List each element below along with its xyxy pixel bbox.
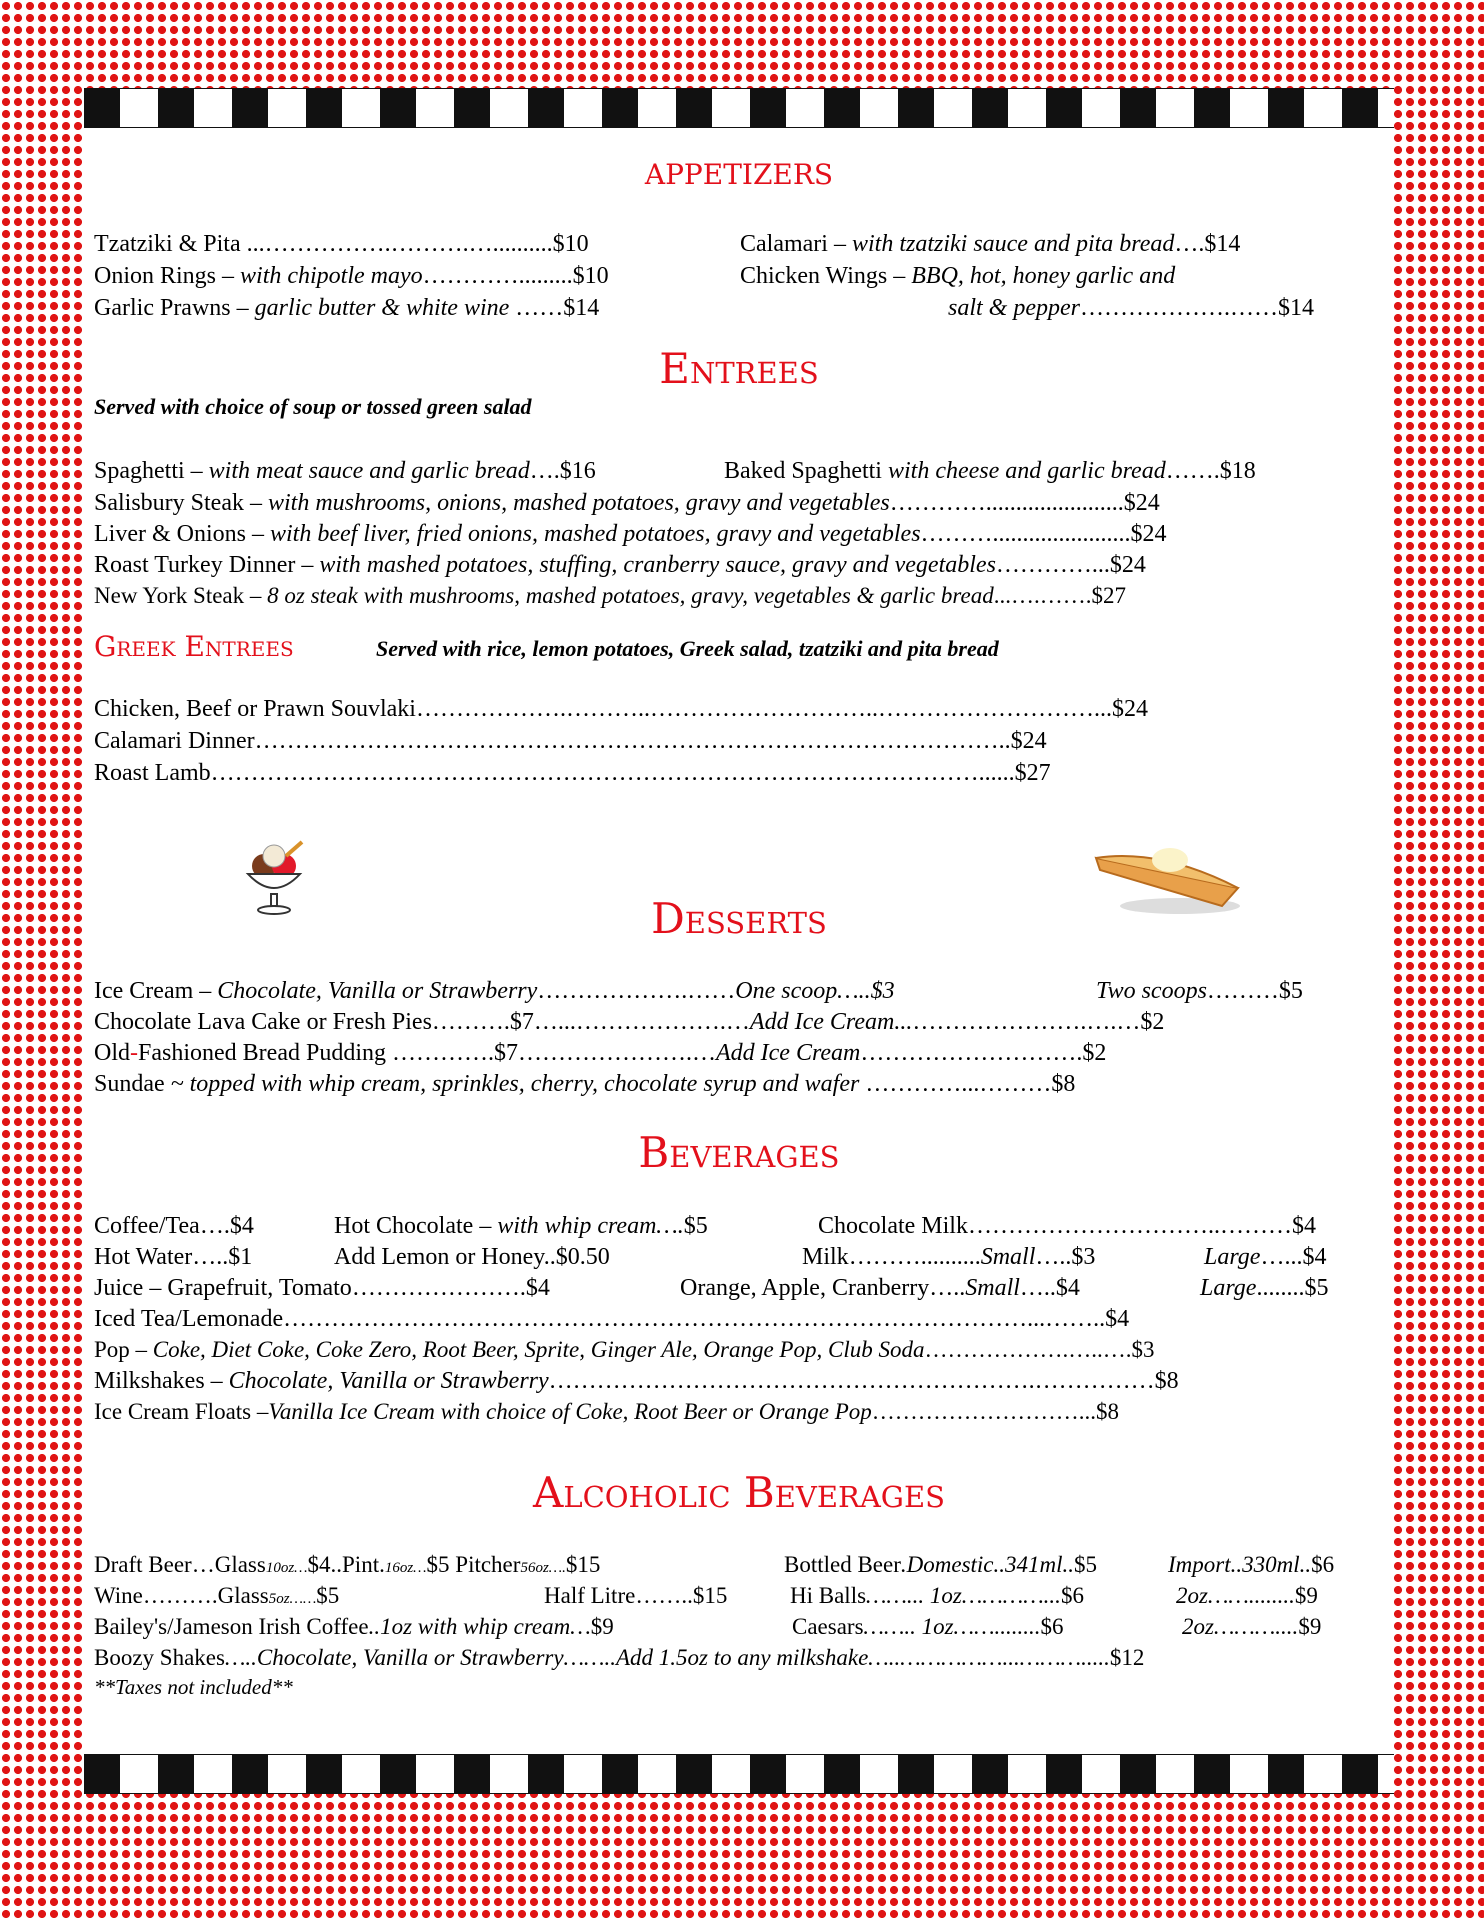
dessert-item: Ice Cream – Chocolate, Vanilla or Strawberry……………….……One scoop…..$3: [94, 978, 895, 1004]
entree-item: Spaghetti – with meat sauce and garlic bread….$16: [94, 458, 596, 484]
desserts-heading: Desserts: [651, 894, 827, 943]
appetizer-item: Garlic Prawns – garlic butter & white wine ……$14: [94, 295, 600, 321]
beverage-item: Large…...$4: [1204, 1244, 1327, 1270]
alcohol-item: Caesars…….. 1oz……........$6: [792, 1614, 1064, 1639]
entree-item: Liver & Onions – with beef liver, fried onions, mashed potatoes, gravy and vegetables……….......................$24: [94, 521, 1167, 547]
alcohol-item: Import..330ml..$6: [1168, 1552, 1335, 1577]
greek-item: Roast Lamb……………………………………………………………………………………......$27: [94, 760, 1051, 786]
appetizer-item: Calamari – with tzatziki sauce and pita bread….$14: [740, 231, 1241, 257]
alcohol-item: Boozy Shakes…..Chocolate, Vanilla or Strawberry……..Add 1.5oz to any milkshake…..……………...……….....$12: [94, 1645, 1145, 1670]
dessert-item: Chocolate Lava Cake or Fresh Pies……….$7…...……………….…Add Ice Cream...………………….….…$2: [94, 1009, 1165, 1035]
appetizer-item: Onion Rings – with chipotle mayo………….........$10: [94, 263, 609, 289]
beverage-item: Milk………..........Small…..$3: [802, 1244, 1096, 1270]
entree-item: Baked Spaghetti with cheese and garlic bread…….$18: [724, 458, 1256, 484]
entree-item: New York Steak – 8 oz steak with mushrooms, mashed potatoes, gravy, vegetables & garlic bread...….…….$27: [94, 583, 1126, 608]
beverage-item: Add Lemon or Honey..$0.50: [334, 1244, 610, 1270]
beverage-item: Hot Water…..$1: [94, 1244, 253, 1270]
greek-item: Chicken, Beef or Prawn Souvlaki……………….………..………………………..………………………...$24: [94, 696, 1148, 722]
alcohol-item: Half Litre……..$15: [544, 1583, 728, 1608]
beverage-item: Ice Cream Floats –Vanilla Ice Cream with choice of Coke, Root Beer or Orange Pop………………………...$8: [94, 1399, 1120, 1424]
beverage-item: Milkshakes – Chocolate, Vanilla or Strawberry…………………………………………………….……………$8: [94, 1368, 1179, 1394]
appetizers-heading: appetizers: [644, 148, 834, 194]
beverage-item: Juice – Grapefruit, Tomato………………….$4: [94, 1275, 550, 1301]
beverage-item: Coffee/Tea….$4: [94, 1213, 254, 1239]
dessert-item: Old-Fashioned Bread Pudding ………….$7………………….…Add Ice Cream……………………….$2: [94, 1040, 1107, 1066]
appetizer-item: Chicken Wings – BBQ, hot, honey garlic and: [740, 263, 1176, 289]
menu-page: [84, 88, 1394, 1790]
taxes-note: **Taxes not included**: [94, 1675, 293, 1699]
beverage-item: Chocolate Milk…………………………..………$4: [818, 1213, 1316, 1239]
alcohol-item: Bailey's/Jameson Irish Coffee..1oz with whip cream…$9: [94, 1614, 614, 1639]
entree-item: Salisbury Steak – with mushrooms, onions, mashed potatoes, gravy and vegetables………….......................$24: [94, 490, 1160, 516]
alcohol-item: Hi Balls……... 1oz…………...$6: [790, 1583, 1084, 1608]
greek-item: Calamari Dinner…………………………………………………………………………………..$24: [94, 728, 1047, 754]
beverage-item: Iced Tea/Lemonade…………………………………………………………………………………...……..$4: [94, 1306, 1130, 1332]
entrees-subtitle: Served with choice of soup or tossed green salad: [94, 394, 532, 419]
checkered-border-top: [84, 88, 1394, 128]
beverage-item: Pop – Coke, Diet Coke, Coke Zero, Root Beer, Sprite, Ginger Ale, Orange Pop, Club Soda……………….…..….$3: [94, 1337, 1155, 1362]
beverages-heading: Beverages: [638, 1128, 840, 1177]
greek-entrees-heading: Greek Entrees: [94, 630, 294, 663]
entrees-heading: Entrees: [659, 344, 819, 393]
checkered-border-bottom: [84, 1754, 1394, 1794]
entree-item: Roast Turkey Dinner – with mashed potatoes, stuffing, cranberry sauce, gravy and vegetables…………...$24: [94, 552, 1146, 578]
alcohol-item: 2oz……........$9: [1176, 1583, 1318, 1608]
alcohol-item: 2oz………....$9: [1182, 1614, 1322, 1639]
appetizer-item: Tzatziki & Pita ...…………….……….…..........$10: [94, 231, 589, 257]
beverage-item: Orange, Apple, Cranberry…..Small…..$4: [680, 1275, 1080, 1301]
alcoholic-beverages-heading: Alcoholic Beverages: [533, 1468, 945, 1517]
appetizer-item-continued: salt & pepper……………….……$14: [948, 295, 1314, 321]
alcohol-item: Draft Beer…Glass10oz…$4..Pint.16oz…$5 Pitcher56oz….$15: [94, 1552, 601, 1577]
dessert-item-two-scoops: Two scoops………$5: [1096, 978, 1303, 1004]
beverage-item: Hot Chocolate – with whip cream….$5: [334, 1213, 708, 1239]
greek-entrees-subtitle: Served with rice, lemon potatoes, Greek salad, tzatziki and pita bread: [376, 636, 999, 661]
dessert-item: Sundae ~ topped with whip cream, sprinkles, cherry, chocolate syrup and wafer …………...………$8: [94, 1071, 1076, 1097]
beverage-item: Large........$5: [1200, 1275, 1329, 1301]
alcohol-item: Wine……….Glass5oz……$5: [94, 1583, 340, 1608]
alcohol-item: Bottled Beer.Domestic..341ml..$5: [784, 1552, 1098, 1577]
